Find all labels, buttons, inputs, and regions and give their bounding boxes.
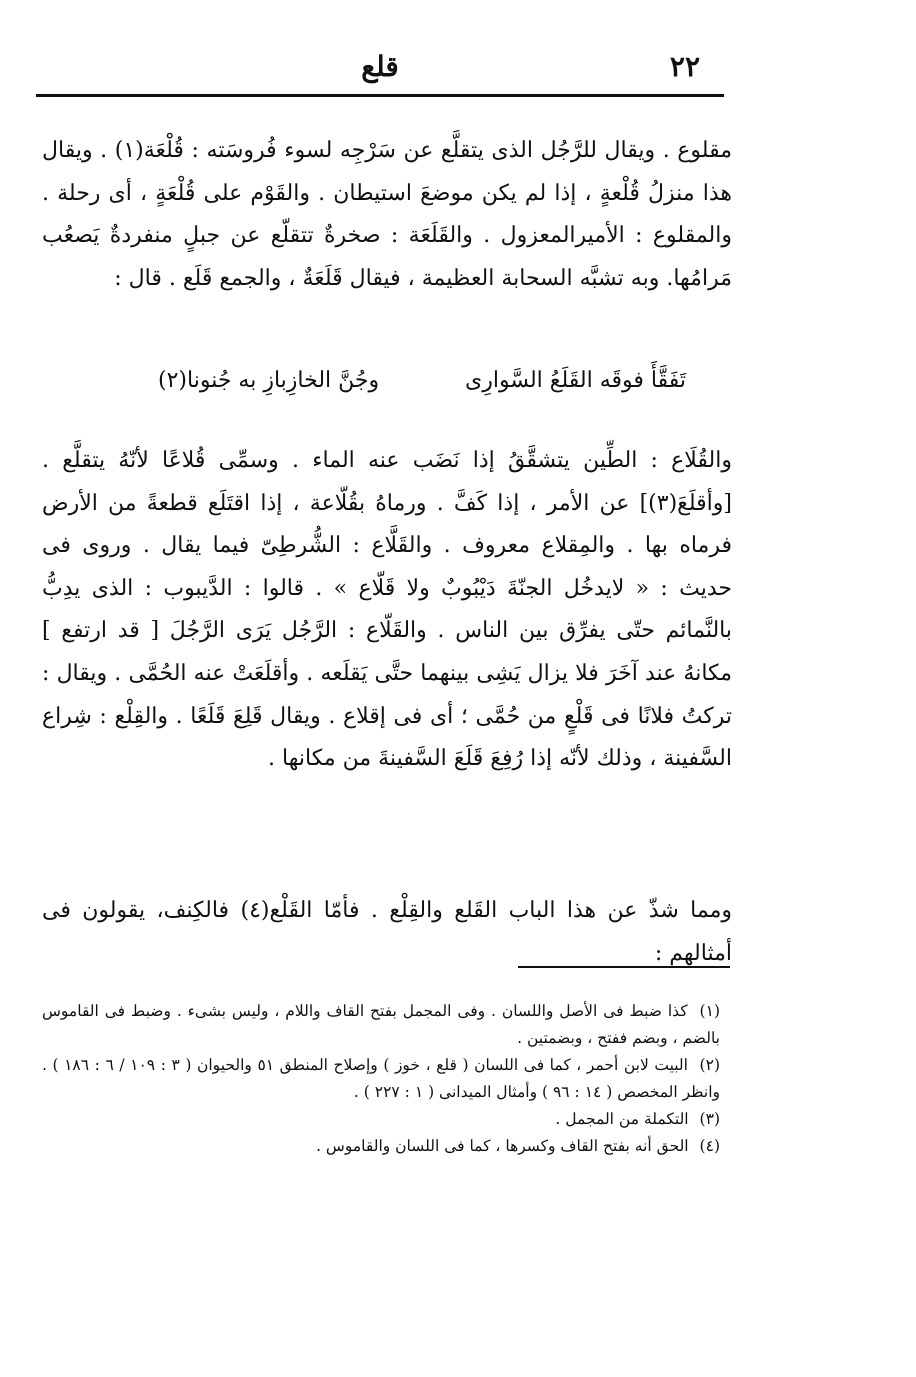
footnote-text: الحق أنه بفتح القاف وكسرها ، كما فى اللسان والقاموس .: [316, 1137, 689, 1155]
paragraph-1-text: مقلوع . ويقال للرَّجُل الذى يتقلَّع عن سَرْجِه لسوء فُروسَته : قُلْعَة(١) . ويقال هذا منزلُ قُلْعةٍ ، إذا لم يكن موضعَ استيطان . والقَوْم على قُلْعَةٍ ، أى رحلة . والمقلوع : الأميرالمعزول . والقَلَعَة : صخرةٌ تتقلّع عن جبلٍ منفردةٌ يَصعُب مَرامُها. وبه تشبَّه السحابة العظيمة ، فيقال قَلَعَةٌ ، والجمع قَلَع . قال :: [42, 138, 732, 291]
footnote: [42, 1052, 732, 1106]
verse-first-hemistich: تَفَقَّأَ فوقَه القَلَعُ السَّوارِى: [465, 368, 686, 393]
page-number: ٢٢: [669, 50, 700, 83]
paragraph-3: [42, 890, 732, 975]
footnote-number: (٣): [699, 1110, 720, 1128]
footnote-text: البيت لابن أحمر ، كما فى اللسان ( قلع ، خوز ) وإصلاح المنطق ٥١ والحيوان ( ٣ : ١٠٩ / ٦ : ١٨٦ ) . وانظر المخصص ( ١٤ : ٩٦ ) وأمثال الميدانى ( ١ : ٢٢٧ ) .: [42, 1056, 720, 1101]
footnote: [42, 1133, 732, 1160]
verse-line: [42, 360, 732, 402]
footnote: [42, 1106, 732, 1133]
paragraph-1: [42, 130, 732, 300]
footnotes-list: [42, 998, 732, 1160]
footnote: [42, 998, 732, 1052]
footnote-separator: [518, 966, 730, 968]
paragraph-3-text: ومما شذّ عن هذا الباب القَلع والقِلْع . فأمّا القَلْع(٤) فالكِنف، يقولون فى أمثالهم :: [42, 898, 732, 966]
footnote-number: (٢): [699, 1056, 720, 1074]
verse-second-hemistich: وجُنَّ الخازِبازِ به جُنونا(٢): [158, 368, 380, 393]
footnote-number: (١): [699, 1002, 720, 1020]
footnote-number: (٤): [699, 1137, 720, 1155]
paragraph-2: [42, 440, 732, 781]
header-rule: [36, 94, 724, 97]
page-header: [36, 48, 724, 94]
running-head: قلع: [361, 50, 399, 83]
footnote-text: كذا ضبط فى الأصل واللسان . وفى المجمل بفتح القاف واللام ، وليس بشىء . وضبط فى القاموس بالضم ، وبضم ففتح ، وبضمتين .: [42, 1002, 720, 1047]
footnote-text: التكملة من المجمل .: [555, 1110, 689, 1128]
paragraph-2-text: والقُلَاع : الطِّين يتشقَّقُ إذا نَضَب عنه الماء . وسمِّى قُلاعًا لأنّهُ يتقلَّع . [وأقلَعَ(٣)] عن الأمر ، إذا كَفَّ . ورماهُ بقُلّاعة ، إذا اقتَلَع قطعةً من الأرض فرماه بها . والمِقلاع معروف . والقَلَّاع : الشُّرطِىّ فيما يقال . وروى فى حديث : « لايدخُل الجنّةَ دَيْبُوبٌ ولا قَلّاع » . قالوا : الدَّيبوب : الذى يدِبُّ بالنَّمائم حتّى يفرِّق بين الناس . والقَلّاع : الرَّجُل يَرَى الرَّجُلَ [ قد ارتفع ] مكانهُ عند آخَرَ فلا يزال يَشِى بينهما حتَّى يَقلَعه . وأقلَعَتْ عنه الحُمَّى . ويقال : تركتُ فلانًا فى قَلْعٍ من حُمَّى ؛ أى فى إقلاع . ويقال قَلِعَ قَلَعًا . والقِلْع : شِراع السَّفينة ، وذلك لأنّه إذا رُفِعَ قَلَعَ السَّفينةَ من مكانها .: [42, 448, 733, 772]
